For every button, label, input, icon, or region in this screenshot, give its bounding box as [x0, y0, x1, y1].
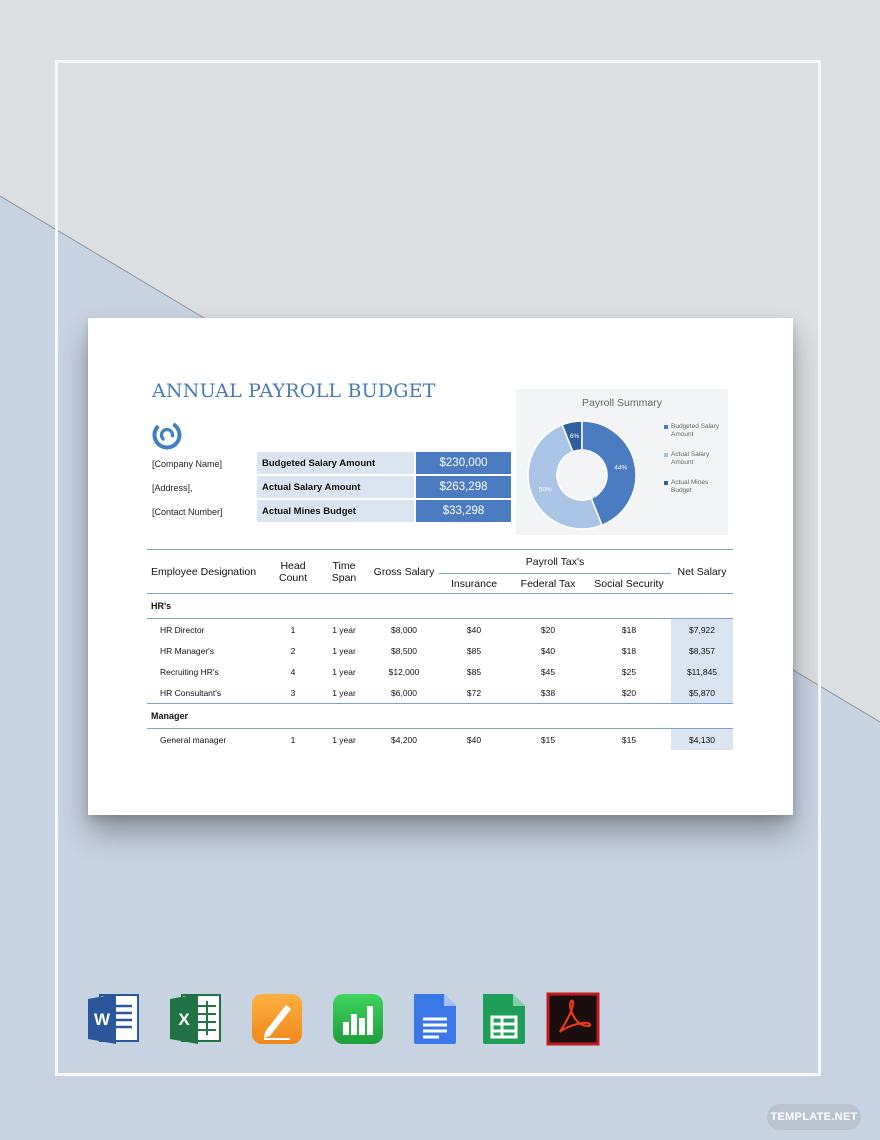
cell-time-span: 1 year — [332, 645, 356, 656]
cell-gross: $4,200 — [369, 729, 439, 751]
donut-slice-label: 6% — [569, 433, 580, 441]
budget-row — [257, 474, 511, 498]
legend-item — [664, 423, 728, 439]
donut-slice-label: 44% — [614, 464, 628, 472]
legend-swatch — [664, 453, 668, 457]
donut-chart — [516, 389, 664, 535]
cell-federal: $38 — [540, 687, 556, 698]
cell-net: $5,870 — [671, 682, 733, 704]
format-icons — [86, 992, 606, 1046]
cell-federal: $40 — [540, 645, 556, 656]
company-logo-icon — [151, 419, 183, 451]
budget-row — [257, 452, 511, 474]
budget-value: $33,298 — [414, 498, 511, 522]
legend-item — [664, 479, 728, 495]
company-name: [Company Name] — [152, 459, 223, 469]
cell-federal: $15 — [509, 729, 587, 751]
cell-designation: HR Consultant's — [160, 687, 222, 698]
contact-number: [Contact Number] — [152, 507, 223, 517]
donut-slice-label: 50% — [538, 486, 552, 494]
cell-federal: $45 — [540, 666, 556, 677]
budget-label: Actual Mines Budget — [257, 498, 414, 522]
legend-item — [664, 451, 728, 467]
table-row — [147, 661, 733, 682]
cell-designation: General manager — [147, 729, 267, 751]
cell-social: $18 — [587, 619, 671, 641]
legend-label: Actual Salary Amount — [671, 451, 710, 466]
cell-designation: HR Director — [147, 619, 267, 641]
table-row — [147, 640, 733, 661]
cell-net: $4,130 — [671, 729, 733, 751]
header-social-security: Social Security — [594, 577, 664, 590]
cell-head-count: 1 — [267, 729, 319, 751]
cell-time-span: 1 year — [319, 619, 369, 641]
payroll-table — [147, 549, 733, 750]
pages-icon[interactable] — [250, 992, 304, 1046]
header-payroll-tax: Payroll Tax's — [439, 550, 671, 574]
table-row — [147, 682, 733, 704]
cell-designation: HR Manager's — [160, 645, 215, 656]
cell-net: $8,357 — [671, 640, 733, 661]
numbers-icon[interactable] — [331, 992, 385, 1046]
cell-insurance: $40 — [439, 729, 509, 751]
brand-watermark: TEMPLATE.NET — [767, 1104, 861, 1130]
header-designation: Employee Designation — [151, 565, 257, 578]
legend-swatch — [664, 425, 668, 429]
table-row — [147, 729, 733, 751]
cell-time-span: 1 year — [332, 687, 356, 698]
cell-insurance: $40 — [439, 619, 509, 641]
cell-head-count: 4 — [290, 666, 296, 677]
cell-head-count: 2 — [290, 645, 296, 656]
budget-value: $230,000 — [414, 452, 511, 474]
payroll-summary-chart — [516, 389, 728, 535]
cell-insurance: $85 — [466, 645, 482, 656]
group-name: HR's — [151, 601, 172, 611]
google-docs-icon[interactable] — [408, 992, 462, 1046]
cell-gross: $8,000 — [369, 619, 439, 641]
chart-title: Payroll Summary — [582, 397, 662, 409]
cell-gross: $6,000 — [391, 687, 417, 698]
word-icon[interactable] — [86, 992, 140, 1046]
cell-gross: $12,000 — [388, 666, 420, 677]
cell-time-span: 1 year — [332, 666, 356, 677]
cell-net: $7,922 — [671, 619, 733, 641]
header-net-salary: Net Salary — [677, 565, 727, 578]
group-header-row — [147, 704, 733, 729]
cell-insurance: $85 — [466, 666, 482, 677]
document-title: ANNUAL PAYROLL BUDGET — [152, 380, 436, 402]
cell-social: $25 — [621, 666, 637, 677]
cell-time-span: 1 year — [319, 729, 369, 751]
payroll-document — [88, 318, 793, 815]
word-icon-letter: W — [93, 1010, 111, 1029]
legend-swatch — [664, 481, 668, 485]
excel-icon-letter: X — [178, 1010, 190, 1029]
cell-gross: $8,500 — [391, 645, 417, 656]
cell-social: $18 — [621, 645, 637, 656]
cell-federal: $20 — [509, 619, 587, 641]
legend-label: Actual Mines Budget — [671, 479, 709, 494]
header-head-count: Head Count — [278, 559, 308, 584]
chart-legend — [664, 423, 728, 507]
table-row — [147, 619, 733, 641]
cell-designation: Recruiting HR's — [160, 666, 219, 677]
header-time-span: Time Span — [331, 559, 357, 584]
cell-head-count: 1 — [267, 619, 319, 641]
group-name: Manager — [147, 704, 733, 729]
pdf-icon[interactable] — [546, 992, 600, 1046]
cell-insurance: $72 — [466, 687, 482, 698]
group-header-row — [147, 594, 733, 619]
budget-value: $263,298 — [414, 474, 511, 498]
budget-row — [257, 498, 511, 522]
budget-summary-table — [257, 452, 511, 522]
cell-social: $15 — [587, 729, 671, 751]
header-federal-tax: Federal Tax — [520, 577, 576, 590]
company-address: [Address], — [152, 483, 193, 493]
header-insurance: Insurance — [450, 577, 498, 590]
header-gross-salary: Gross Salary — [373, 565, 435, 578]
budget-label: Budgeted Salary Amount — [257, 452, 414, 474]
google-sheets-icon[interactable] — [477, 992, 531, 1046]
cell-net: $11,845 — [671, 661, 733, 682]
cell-social: $20 — [621, 687, 637, 698]
budget-label: Actual Salary Amount — [257, 474, 414, 498]
cell-head-count: 3 — [290, 687, 296, 698]
excel-icon[interactable] — [168, 992, 222, 1046]
legend-label: Budgeted Salary Amount — [671, 423, 720, 438]
